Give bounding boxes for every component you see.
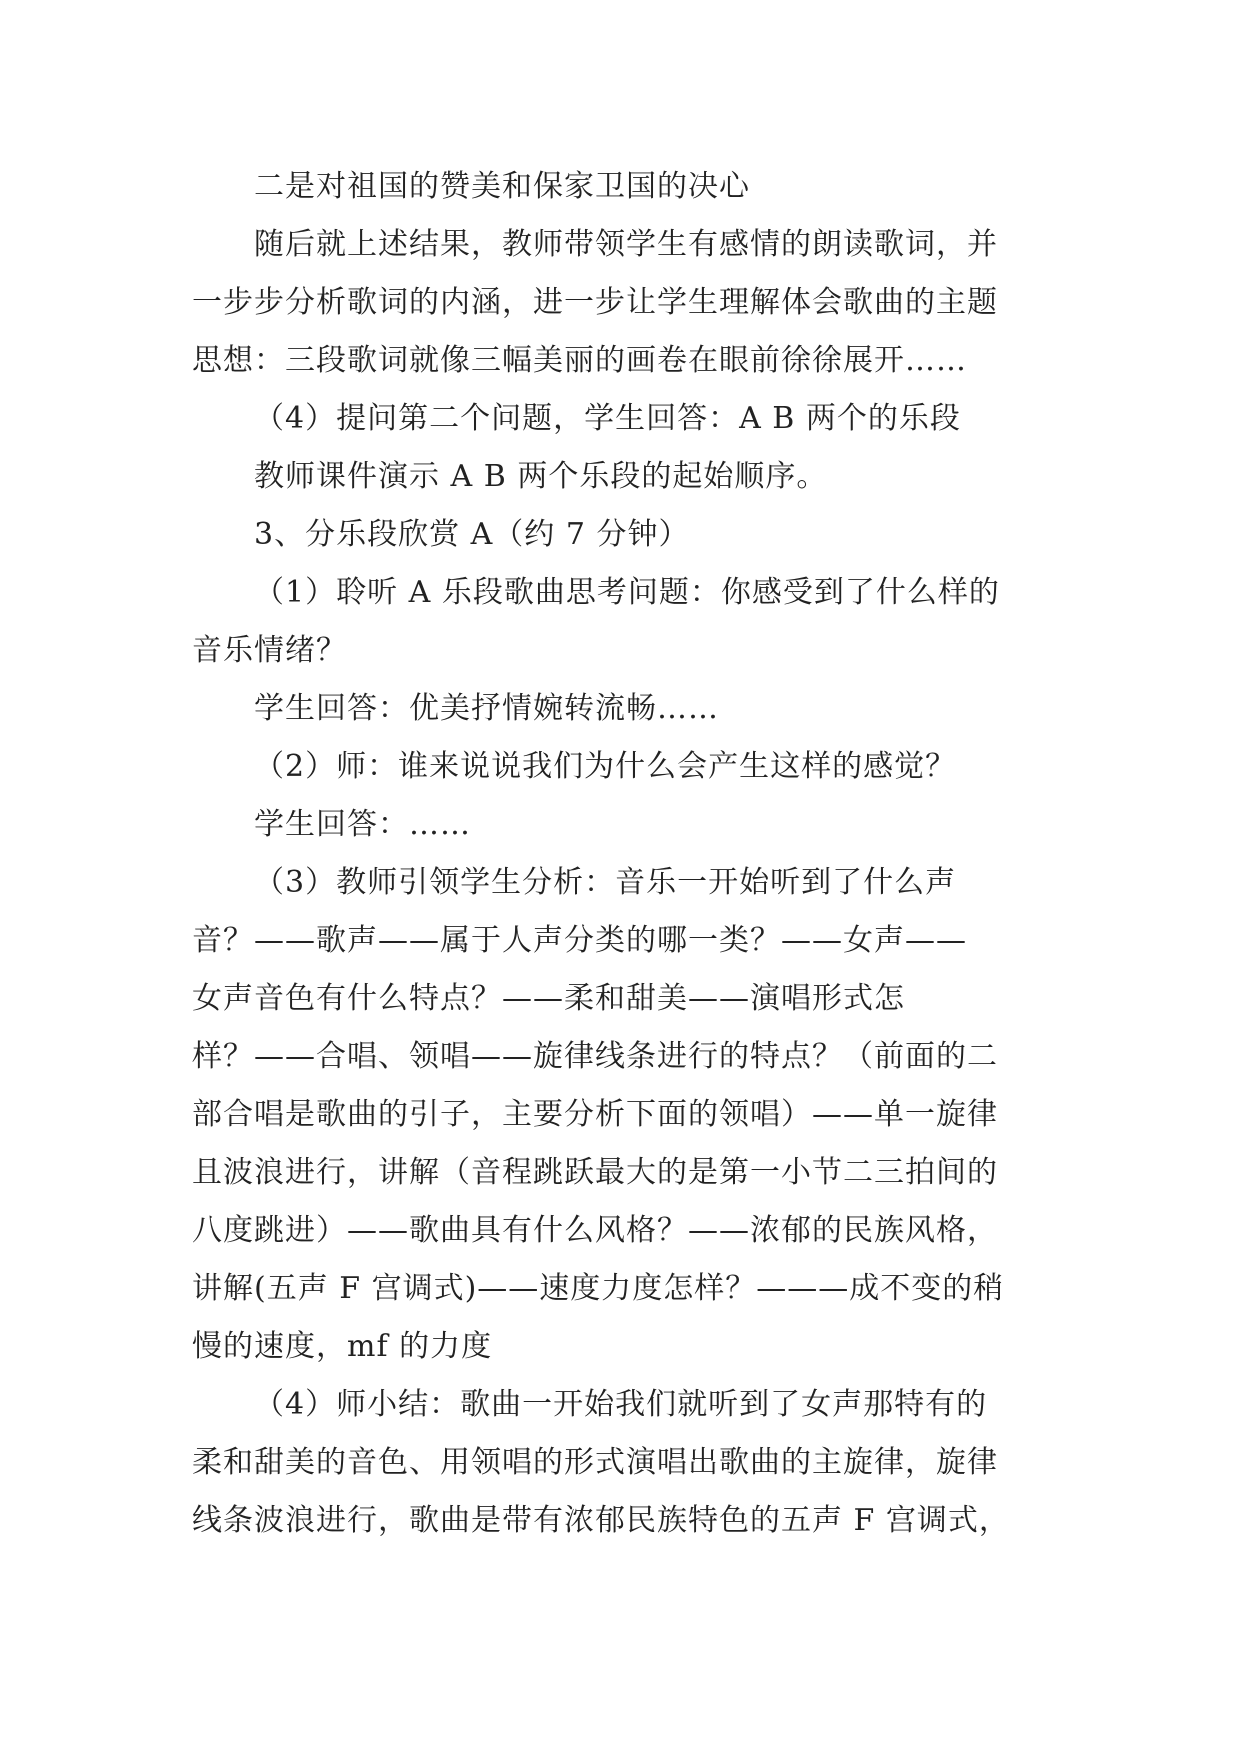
text-line: 思想：三段歌词就像三幅美丽的画卷在眼前徐徐展开…… bbox=[192, 343, 967, 378]
paragraph bbox=[192, 796, 1052, 854]
paragraph bbox=[192, 390, 1052, 448]
paragraph bbox=[192, 448, 1052, 506]
paragraph bbox=[192, 1376, 1052, 1550]
paragraph bbox=[192, 854, 1052, 1376]
text-line: 一步步分析歌词的内涵，进一步让学生理解体会歌曲的主题 bbox=[192, 285, 998, 320]
text-line: 女声音色有什么特点？——柔和甜美——演唱形式怎 bbox=[192, 981, 905, 1016]
paragraph bbox=[192, 680, 1052, 738]
text-line: 慢的速度，mf 的力度 bbox=[192, 1329, 493, 1364]
text-line: 线条波浪进行，歌曲是带有浓郁民族特色的五声 F 宫调式， bbox=[192, 1503, 1010, 1538]
text-line: （1）聆听 A 乐段歌曲思考问题：你感受到了什么样的 bbox=[254, 575, 1000, 610]
text-line: 音？——歌声——属于人声分类的哪一类？——女声—— bbox=[192, 923, 967, 958]
text-line: 随后就上述结果，教师带领学生有感情的朗读歌词，并 bbox=[254, 227, 998, 262]
text-line: 音乐情绪？ bbox=[192, 633, 347, 668]
text-line: 学生回答：…… bbox=[254, 807, 471, 842]
text-line: 八度跳进）——歌曲具有什么风格？——浓郁的民族风格， bbox=[192, 1213, 998, 1248]
section-heading bbox=[192, 506, 1052, 564]
paragraph bbox=[192, 216, 1052, 390]
text-line: 部合唱是歌曲的引子，主要分析下面的领唱）——单一旋律 bbox=[192, 1097, 998, 1132]
paragraph bbox=[192, 158, 1052, 216]
text-line: 3、分乐段欣赏 A（约 7 分钟） bbox=[254, 517, 690, 552]
text-line: 二是对祖国的赞美和保家卫国的决心 bbox=[254, 169, 750, 204]
text-line: 教师课件演示 A B 两个乐段的起始顺序。 bbox=[254, 459, 828, 494]
paragraph bbox=[192, 738, 1052, 796]
text-line: 样？——合唱、领唱——旋律线条进行的特点？（前面的二 bbox=[192, 1039, 998, 1074]
text-line: 柔和甜美的音色、用领唱的形式演唱出歌曲的主旋律，旋律 bbox=[192, 1445, 998, 1480]
document-body bbox=[192, 158, 1052, 1550]
text-line: （3）教师引领学生分析：音乐一开始听到了什么声 bbox=[254, 865, 957, 900]
text-line: 且波浪进行，讲解（音程跳跃最大的是第一小节二三拍间的 bbox=[192, 1155, 998, 1190]
text-line: 讲解(五声 F 宫调式)——速度力度怎样？———成不变的稍 bbox=[192, 1271, 1005, 1306]
text-line: （4）提问第二个问题，学生回答：A B 两个的乐段 bbox=[254, 401, 961, 436]
text-line: 学生回答：优美抒情婉转流畅…… bbox=[254, 691, 719, 726]
paragraph bbox=[192, 564, 1052, 680]
text-line: （4）师小结：歌曲一开始我们就听到了女声那特有的 bbox=[254, 1387, 988, 1422]
text-line: （2）师：谁来说说我们为什么会产生这样的感觉？ bbox=[254, 749, 957, 784]
